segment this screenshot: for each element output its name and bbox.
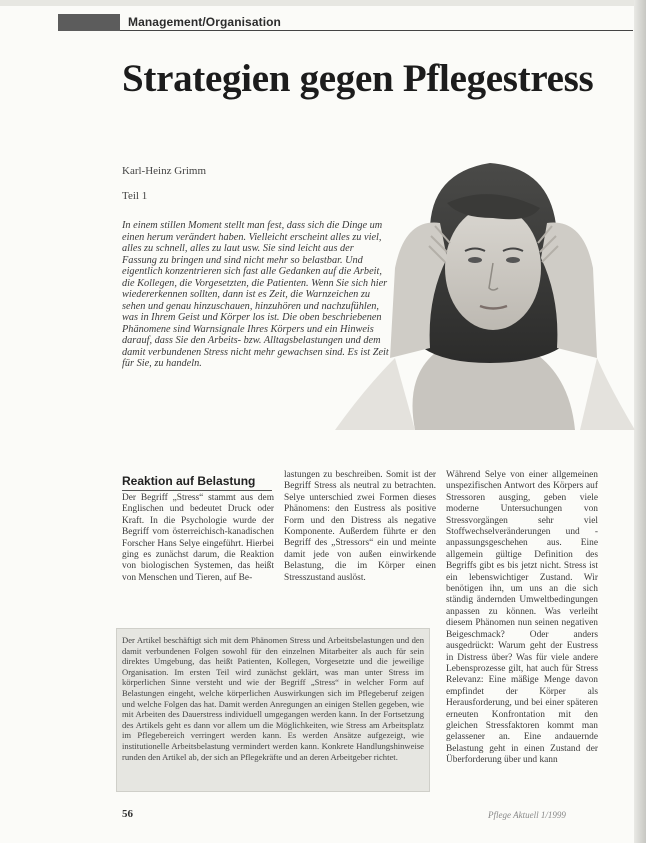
section-heading: Reaktion auf Belastung [122, 474, 256, 488]
body-column-3: Während Selye von einer allgemeinen unspezifischen Antwort des Körpers auf Stressoren ausging, geben viele moderne Untersuchungen von Stressvorgängen sehr viel Stoffwechselveränderungen und -anpassungsgeschehen aus. Eine allgemein gültige Definition des Begriffs gibt es bis jetzt nicht. Stress ist ein lebenswichtiger Zustand. Wir benötigen ihn, um uns an die sich ständig ändernden Umweltbedingungen anpassen zu können. Was verleiht diesem Phänomen nun seinen negativen Beigeschmack? Oder anders ausgedrückt: Warum geht der Eustress in Distress über? Was für viele andere Lebensprozesse gilt, hat auch für Stress Relevanz: Eine mäßige Menge davon empfindet der Körper als Herausforderung, und bei einer späteren erneuten Konfrontation mit den gleichen Stressfaktoren kommt man gelassener an. Eine andauernde Belastung geht in einen Zustand der Überforderung über und kann [446, 470, 598, 766]
body-column-2: lastungen zu beschreiben. Somit ist der Begriff Stress als neutral zu betrachten. Selye unterschied zwei Formen dieses Phänomens: den Eustress als positive Form und den Distress als negative Komponente. Außerdem führte er den Begriff des „Stressors“ ein und meinte damit jede von außen einwirkende Belastung, die im Körper einen Stresszustand auslöst. [284, 470, 436, 583]
scan-edge-right [634, 0, 646, 843]
intro-paragraph: In einem stillen Moment stellt man fest, dass sich die Dinge um einen herum verändert haben. Vielleicht erscheint alles zu viel, alles zu schnell, alles zu laut usw. Sie sind leicht aus der Fassung zu bringen und sind nicht mehr so belastbar. Und eigentlich konzentrieren sich fast alle Gedanken auf die Arbeit, die Kollegen, die Vorgesetzten, die Patienten. Wenn Sie sich hier wiedererkennen sollten, dann ist es Zeit, die Warnzeichen zu sehen und genau hinzuschauen, hinzuhören und nachzufühlen, was in Ihrem Geist und Körper los ist. Die oben beschriebenen Phänomene sind Warnsignale Ihres Körpers und ein Hinweis darauf, dass Sie den Arbeits- bzw. Alltagsbelastungen und dem damit verbundenen Stress nicht mehr gewachsen sind. Es ist Zeit für Sie, zu handeln. [122, 220, 389, 369]
section-label: Management/Organisation [128, 15, 281, 29]
journal-footer: Pflege Aktuell 1/1999 [488, 810, 566, 820]
body-column-1: Der Begriff „Stress“ stammt aus dem Englischen und bedeutet Druck oder Kraft. In die Psychologie wurde der Begriff vom österreichisch-kanadischen Forscher Hans Selye eingeführt. Hierbei ging es zunächst darum, die Reaktion von biologischen Systemen, das heißt von Menschen und Tieren, auf Be- [122, 493, 274, 583]
article-part: Teil 1 [122, 190, 148, 202]
scan-edge-top [0, 0, 646, 6]
header-marker [58, 14, 120, 31]
heading-rule [122, 490, 272, 491]
author-name: Karl-Heinz Grimm [122, 165, 206, 177]
page-number: 56 [122, 808, 133, 820]
woman-portrait-image [335, 148, 635, 430]
section-header [58, 14, 633, 31]
portrait-photo [335, 148, 635, 430]
article-title: Strategien gegen Pflegestress [122, 57, 594, 100]
abstract-text: Der Artikel beschäftigt sich mit dem Phänomen Stress und Arbeitsbelastungen und den damit verbundenen Folgen sowohl für den einzelnen Mitarbeiter als auch für sein direktes Umgebung, das heißt Patienten, Kollegen, Vorgesetzte und die jeweilige Organisation. Im ersten Teil wird zunächst geklärt, was man unter Stress im körperlichen Sinne versteht und wie der Begriff „Stress“ in welcher Form auf Belastungen eingeht, welche körperlichen Auswirkungen sich im Pflegeberuf zeigen und welche Folgen das hat. Damit werden Anregungen an einigen Stellen gegeben, wie mit Arbeiten des Dauerstress individuell umgegangen werden kann. In der Fortsetzung des Artikels geht es dann vor allem um die Möglichkeiten, wie Stress am Arbeitsplatz im Pflegebereich verringert werden kann. Es werden Ansätze aufgezeigt, wie institutionelle Arbeitsbelastung vermindert werden kann. Konkrete Handlungshinweise runden den Artikel ab, der sich an Pflegekräfte und an deren Arbeitgeber richtet. [122, 635, 424, 762]
